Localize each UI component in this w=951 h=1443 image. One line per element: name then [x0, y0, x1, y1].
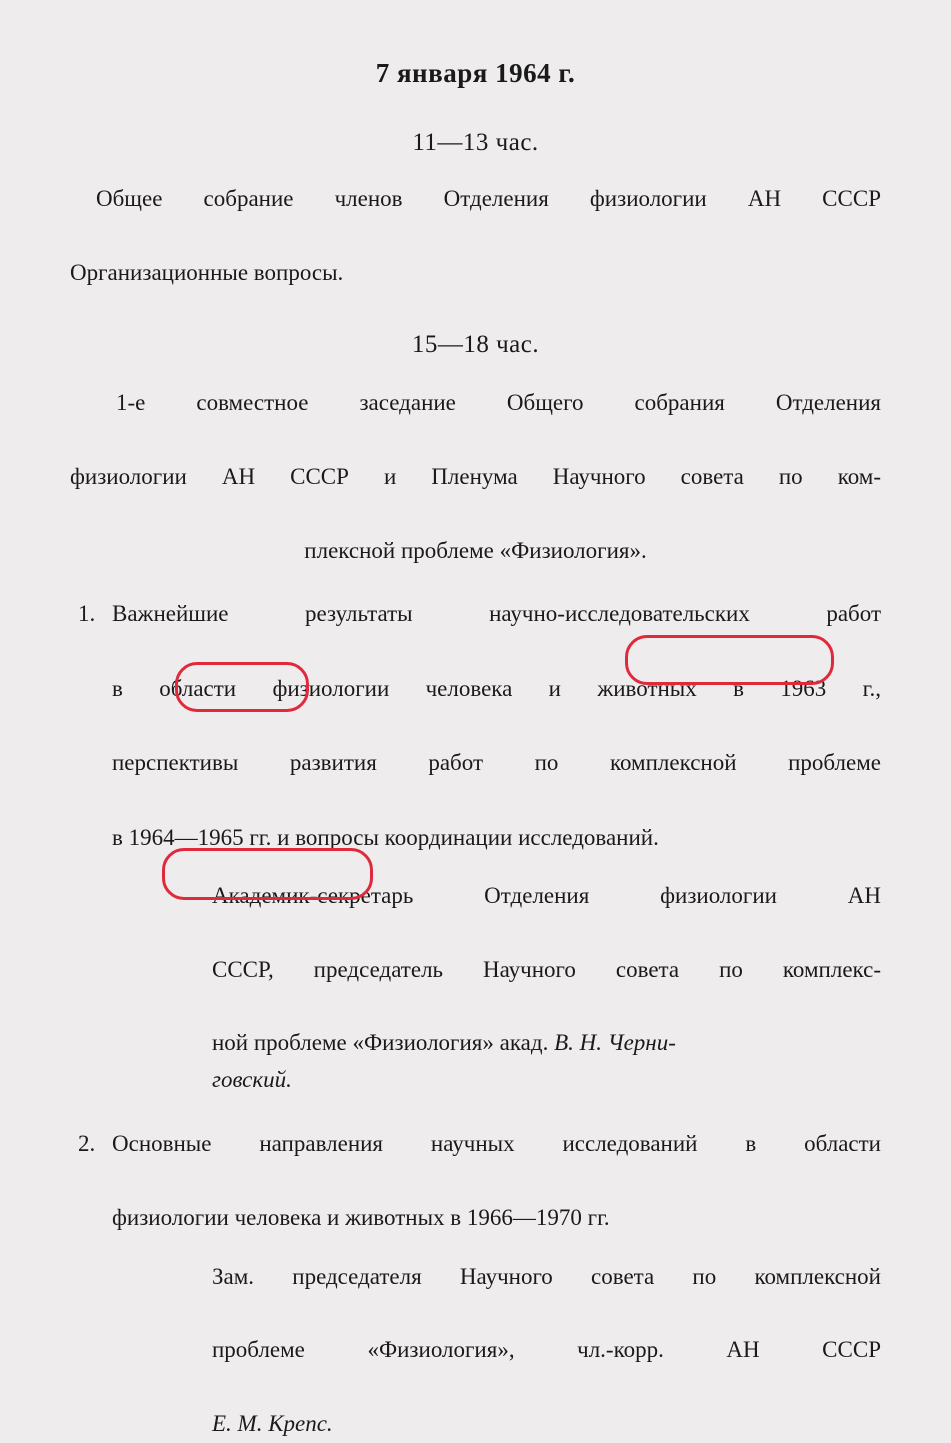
- agenda-item-2: [70, 1125, 881, 1237]
- agenda-item-1-line-4: в 1964—1965 гг. и вопросы координации исследований.: [112, 824, 659, 850]
- session-2-line-2: физиологии АН СССР и Пленума Научного совета по ком-: [70, 463, 881, 489]
- session-2-body: [70, 385, 881, 569]
- agenda-item-1-number: 1.: [78, 601, 96, 627]
- agenda-item-1-speaker-line-4: [212, 1062, 881, 1099]
- session-1-line-2: Организационные вопросы.: [70, 259, 344, 285]
- agenda-item-1-speaker-line-3: [212, 1025, 881, 1062]
- session-2-line-1: 1-е совместное заседание Общего собрания Отделения: [116, 390, 881, 416]
- agenda-item-1-line-3: перспективы развития работ по комплексной проблеме: [112, 750, 881, 776]
- agenda-item-1-speaker-line-1: Академик-секретарь Отделения физиологии АН: [212, 883, 881, 909]
- session-time-2: 15—18 час.: [411, 331, 540, 359]
- agenda-item-2-number: 2.: [78, 1130, 96, 1156]
- agenda-item-2-text: [112, 1125, 881, 1237]
- agenda-item-2-speaker-line-2: проблеме «Физиология», чл.-корр. АН СССР: [212, 1337, 881, 1363]
- agenda-item-2-line-1: Основные направления научных исследований в области: [112, 1130, 881, 1156]
- agenda-item-2-speaker-name-part1: Е. М. Крепс.: [212, 1410, 333, 1436]
- agenda-item-1-text: [112, 595, 881, 856]
- agenda-item-1-speaker-name-part1: В. Н. Черни-: [554, 1030, 676, 1056]
- session-1-body: [70, 181, 881, 291]
- session-2-line-3: плексной проблеме «Физиология».: [304, 537, 647, 563]
- agenda-item-1-speaker-name-part2: говский.: [212, 1067, 292, 1093]
- session-time-1: 11—13 час.: [412, 129, 539, 156]
- page-title: 7 января 1964 г.: [375, 58, 576, 88]
- agenda-item-2-speaker: [212, 1259, 881, 1443]
- agenda-item-1-line-1: Важнейшие результаты научно-исследовательских работ: [112, 601, 881, 627]
- session-1-line-1: Общее собрание членов Отделения физиологии АН СССР: [96, 186, 881, 211]
- agenda-item-1-speaker-role-tail: ной проблеме «Физиология» акад.: [212, 1030, 555, 1056]
- agenda-item-1: [70, 595, 881, 856]
- agenda-item-1-line-2: в области физиологии человека и животных в 1963 г.,: [112, 675, 881, 701]
- agenda-item-1-speaker: [212, 878, 881, 1099]
- agenda-item-2-line-2: физиологии человека и животных в 1966—1970 гг.: [112, 1205, 610, 1231]
- agenda-item-1-speaker-line-2: СССР, председатель Научного совета по комплекс-: [212, 956, 881, 982]
- agenda-item-2-speaker-line-3: [212, 1406, 881, 1443]
- agenda-item-2-speaker-line-1: Зам. председателя Научного совета по комплексной: [212, 1263, 881, 1289]
